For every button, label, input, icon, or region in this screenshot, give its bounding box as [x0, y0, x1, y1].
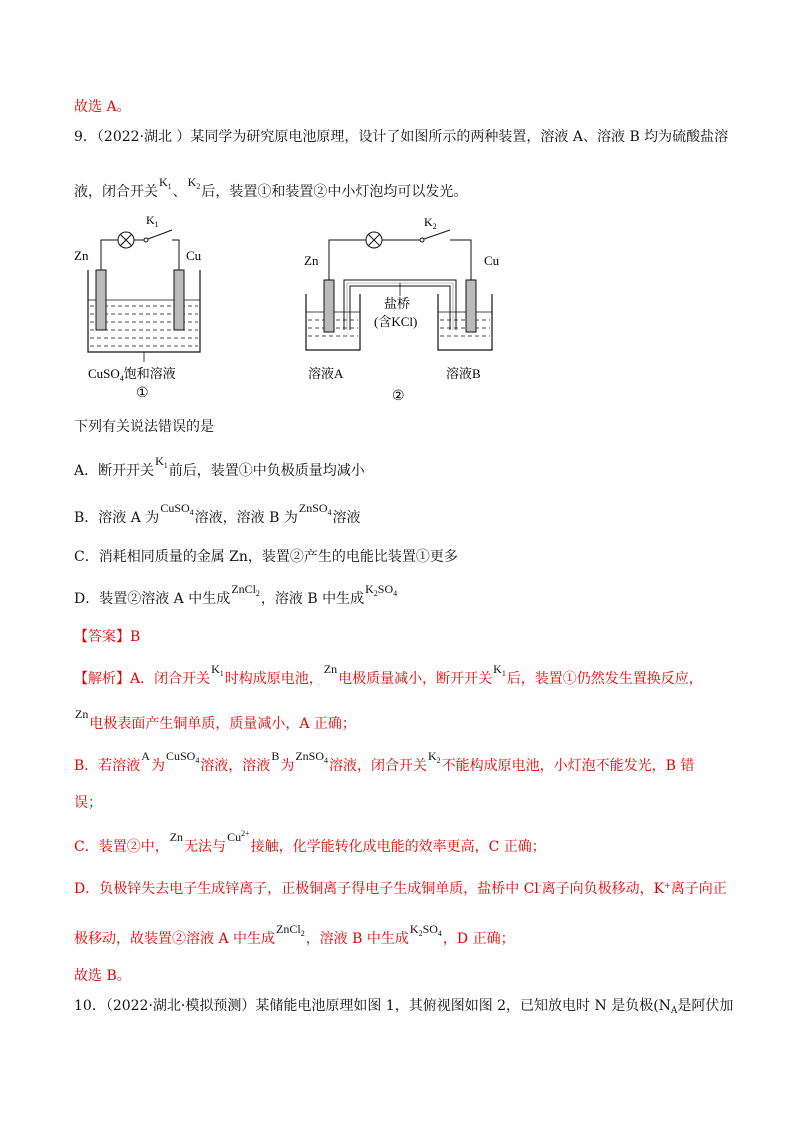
d1-solution-label: CuSO$_4$饱和溶液: [88, 366, 176, 383]
option-d: D．装置②溶液 A 中生成ZnCl$_2$，溶液 B 中生成$K_2SO_4$: [74, 582, 398, 607]
analysis-cu2: $Cu^{2+}$: [227, 829, 250, 844]
analysis-b-var: B: [271, 749, 280, 763]
option-d-f1: ZnCl$_2$: [231, 582, 260, 598]
d2-bridge-label: 盐桥: [384, 296, 411, 311]
analysis-d-line2: 极移动，故装置②溶液 A 中生成ZnCl$_2$，溶液 B 中生成$K_2SO_4$，D 正确；: [74, 922, 515, 947]
q10-stem: 10．（2022·湖北·模拟预测）某储能电池原理如图 1，其俯视图如图 2，已知放电时 N 是负极($N_A$是阿伏加: [74, 998, 734, 1016]
d2-cu-label: Cu: [484, 253, 500, 268]
d2-zn-label: Zn: [304, 253, 319, 268]
option-c: C．消耗相同质量的金属 Zn，装置②产生的电能比装置①更多: [74, 549, 458, 565]
q9-stem-text2: 后，装置①和装置②中小灯泡均可以发光。: [201, 184, 468, 200]
d1-switch-label: $K_1$: [146, 213, 159, 229]
d1-number: ①: [136, 386, 149, 401]
q9-k2: $K_2$: [187, 175, 201, 191]
analysis-a-var: A: [141, 749, 150, 763]
option-b: B．溶液 A 为CuSO$_4$溶液，溶液 B 为ZnSO$_4$溶液: [74, 501, 361, 526]
answer: 【答案】B: [74, 629, 141, 645]
analysis-zn2: Zn: [75, 707, 89, 721]
q9-question: 下列有关说法错误的是: [74, 419, 214, 435]
prev-conclusion: 故选 A。: [74, 99, 131, 115]
analysis-b-line1: B．若溶液A为CuSO$_4$溶液，溶液B为ZnSO$_4$溶液，闭合开关$K_2$不能构成原电池，小灯泡不能发光，B 错: [74, 749, 695, 774]
q9-stem-text: 液，闭合开关: [74, 184, 158, 200]
analysis-b-line2: 误；: [74, 795, 102, 811]
d1-zn-label: Zn: [74, 248, 89, 263]
option-d-f2: $K_2SO_4$: [365, 582, 398, 598]
analysis-zn: Zn: [323, 662, 338, 676]
option-b-f1: CuSO$_4$: [160, 501, 194, 517]
analysis-znso4: ZnSO$_4$: [295, 749, 328, 765]
analysis-zncl2: ZnCl$_2$: [276, 922, 305, 938]
q9-conclusion: 故选 B。: [74, 968, 131, 984]
battery-diagrams: [74, 210, 514, 410]
analysis-k2so4: $K_2SO_4$: [409, 922, 442, 938]
analysis-c-zn: Zn: [169, 830, 184, 844]
analysis-c: C．装置②中，Zn无法与$Cu^{2+}$接触，化学能转化成电能的效率更高，C 正确；: [74, 829, 546, 855]
d1-cu-label: Cu: [186, 248, 202, 263]
device-1: [74, 213, 202, 401]
q9-k1: $K_1$: [159, 175, 172, 191]
q9-sep: 、: [172, 184, 187, 200]
analysis-a-line2: Zn电极表面产生铜单质，质量减小，A 正确；: [75, 707, 356, 732]
analysis-k2: $K_2$: [428, 749, 441, 765]
d2-number: ②: [392, 389, 405, 404]
option-a: A．断开开关$K_1$前后，装置①中负极质量均减小: [74, 454, 365, 479]
d2-solution-a: 溶液A: [308, 366, 344, 381]
analysis-k1: $K_1$: [211, 662, 224, 678]
device-2: [304, 215, 500, 404]
analysis-cuso4: CuSO$_4$: [165, 749, 200, 765]
option-a-k1: $K_1$: [155, 454, 168, 470]
q9-stem-line2: [74, 175, 468, 203]
analysis-a-line1: 【解析】A．闭合开关$K_1$时构成原电池，Zn电极质量减小，断开开关$K_1$后，装置①仍然发生置换反应，: [74, 662, 703, 687]
d2-switch-label: $K_2$: [424, 215, 437, 231]
d2-bridge-content: (含KCl): [374, 314, 418, 329]
analysis-d-line1: D．负极锌失去电子生成锌离子，正极铜离子得电子生成铜单质，盐桥中 Cl-离子向负极移动，K+离子向正: [74, 881, 727, 897]
q9-stem-line1: 9．（2022·湖北 ）某同学为研究原电池原理，设计了如图所示的两种装置，溶液 A、溶液 B 均为硫酸盐溶: [74, 129, 729, 145]
option-b-f2: ZnSO$_4$: [298, 501, 332, 517]
d2-solution-b: 溶液B: [446, 366, 481, 381]
analysis-k1b: $K_1$: [493, 662, 506, 678]
